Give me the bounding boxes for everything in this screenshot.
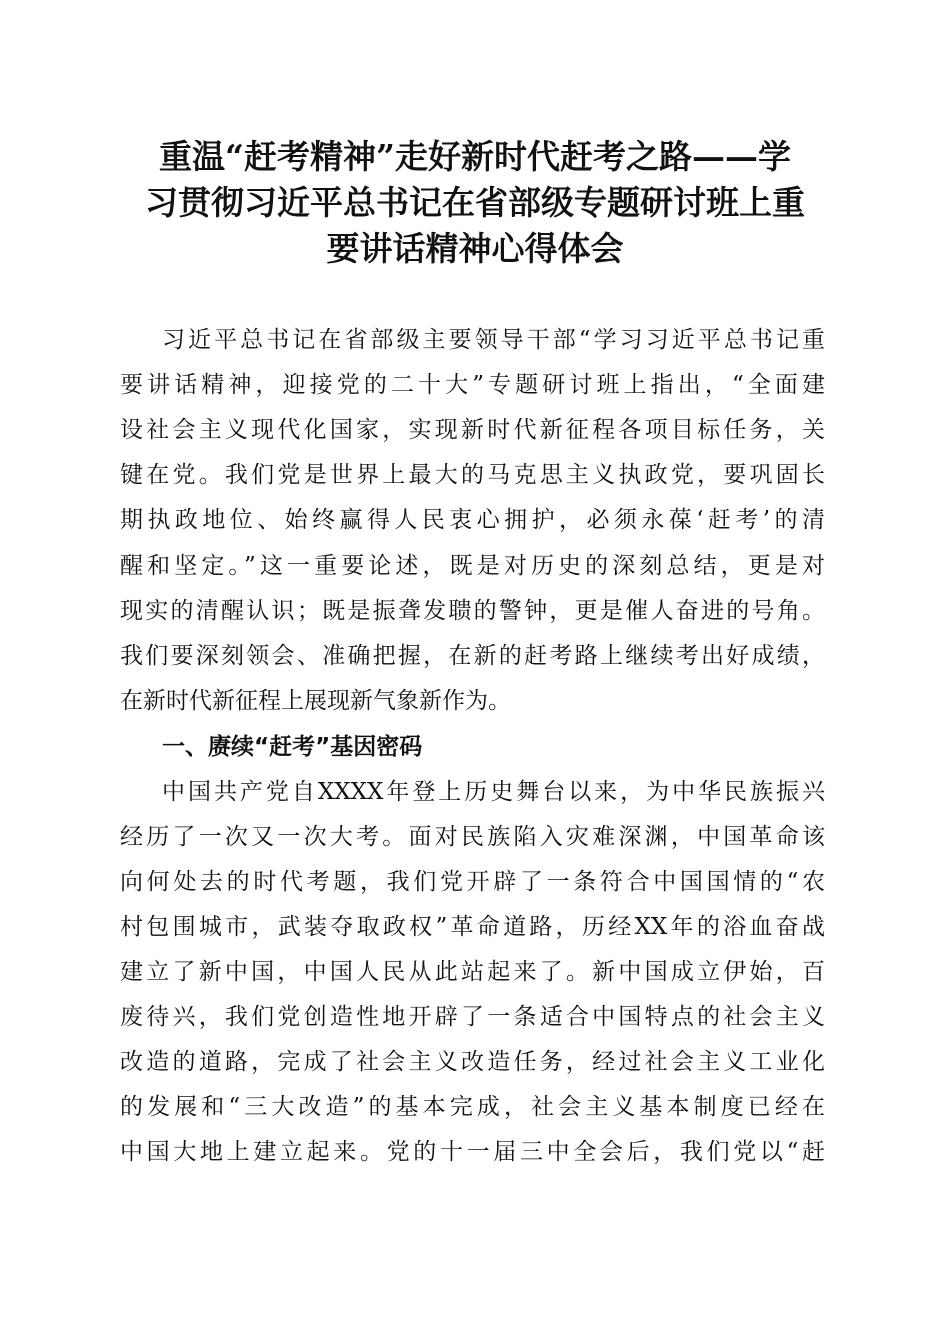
paragraph-line: 中国共产党自XXXX年登上历史舞台以来，为中华民族振兴 (162, 779, 825, 805)
title-line-2: 习贯彻习近平总书记在省部级专题研讨班上重 (145, 183, 805, 222)
paragraph-line: 经历了一次又一次大考。面对民族陷入灾难深渊，中国革命该 (120, 824, 825, 850)
paragraph-line: 设社会主义现代化国家，实现新时代新征程各项目标任务，关 (120, 417, 825, 443)
document-title (110, 134, 840, 272)
paragraph-line: 我们要深刻领会、准确把握，在新的赶考路上继续考出好成绩， (120, 643, 825, 669)
paragraph-line: 的发展和“三大改造”的基本完成，社会主义基本制度已经在 (120, 1094, 825, 1120)
paragraph-line: 键在党。我们党是世界上最大的马克思主义执政党，要巩固长 (120, 462, 825, 488)
title-line-1: 重温“赶考精神”走好新时代赶考之路——学 (159, 137, 791, 176)
section-heading: 一、赓续“赶考”基因密码 (162, 734, 423, 760)
paragraph-line: 醒和坚定。”这一重要论述，既是对历史的深刻总结，更是对 (120, 553, 825, 579)
paragraph-line: 要讲话精神，迎接党的二十大”专题研讨班上指出，“全面建 (120, 372, 825, 398)
paragraph-line: 中国大地上建立起来。党的十一届三中全会后，我们党以“赶 (120, 1139, 825, 1165)
paragraph-line: 习近平总书记在省部级主要领导干部“学习习近平总书记重 (162, 327, 825, 353)
paragraph-line: 改造的道路，完成了社会主义改造任务，经过社会主义工业化 (120, 1049, 825, 1075)
paragraph-line: 向何处去的时代考题，我们党开辟了一条符合中国国情的“农 (120, 869, 825, 895)
title-line-3: 要讲话精神心得体会 (326, 229, 624, 268)
paragraph-line: 在新时代新征程上展现新气象新作为。 (120, 688, 511, 714)
paragraph-line: 废待兴，我们党创造性地开辟了一条适合中国特点的社会主义 (120, 1004, 825, 1030)
paragraph-line: 建立了新中国，中国人民从此站起来了。新中国成立伊始，百 (120, 959, 825, 985)
paragraph-line: 现实的清醒认识；既是振聋发聩的警钟，更是催人奋进的号角。 (120, 598, 825, 624)
paragraph-line: 期执政地位、始终赢得人民衷心拥护，必须永葆‘赶考’的清 (120, 507, 825, 533)
paragraph-line: 村包围城市，武装夺取政权”革命道路，历经XX年的浴血奋战 (120, 914, 825, 940)
